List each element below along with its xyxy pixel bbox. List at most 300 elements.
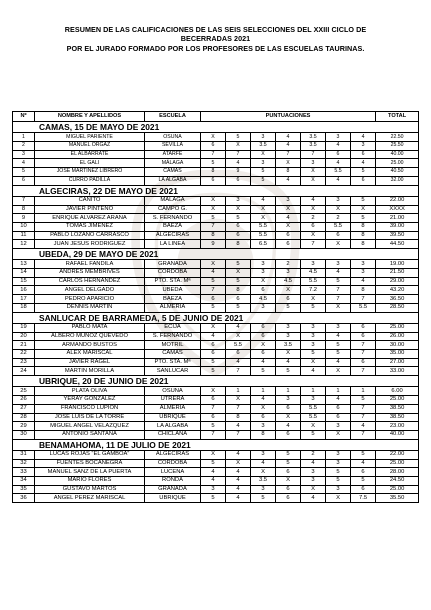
cell-score-4: 4: [276, 176, 301, 185]
cell-score-6: X: [326, 303, 351, 312]
cell-score-5: 3: [301, 323, 326, 332]
cell-score-5: 4: [301, 459, 326, 468]
cell-score-1: 8: [201, 168, 226, 177]
cell-score-4: 5: [276, 459, 301, 468]
cell-score-4: 6: [276, 240, 301, 249]
cell-name: ALBERO MUÑOZ QUEVEDO: [35, 332, 145, 341]
cell-total: 21.00: [376, 214, 419, 223]
cell-score-6: X: [326, 430, 351, 439]
cell-score-5: X: [301, 205, 326, 214]
header-scores: PUNTUACIONES: [201, 112, 376, 122]
cell-score-6: 3: [326, 133, 351, 142]
title-line-1: RESUMEN DE LAS CALIFICACIONES DE LAS SEIS SELECCIONES DEL XXIII CICLO DE: [64, 25, 367, 34]
cell-score-5: X: [301, 168, 326, 177]
cell-score-5: 3: [301, 341, 326, 350]
table-row: [13, 485, 419, 494]
cell-score-1: 8: [201, 231, 226, 240]
cell-score-1: 6: [201, 413, 226, 422]
cell-score-1: 5: [201, 214, 226, 223]
table-row: [13, 159, 419, 168]
cell-number: 32: [13, 459, 35, 468]
cell-total: 25.50: [376, 142, 419, 151]
cell-score-5: 4: [301, 196, 326, 205]
table-row: [13, 350, 419, 359]
cell-score-2: 5: [226, 133, 251, 142]
cell-score-3: 3: [251, 269, 276, 278]
cell-total: 44.50: [376, 240, 419, 249]
cell-name: ANGEL PEREZ MARISCAL: [35, 494, 145, 503]
cell-school: CAMAS: [145, 350, 201, 359]
cell-score-7: 8: [351, 222, 376, 231]
cell-score-5: 5.5: [301, 404, 326, 413]
cell-score-1: X: [201, 205, 226, 214]
cell-number: 34: [13, 477, 35, 486]
cell-score-7: 3: [351, 142, 376, 151]
cell-school: GRANADA: [145, 260, 201, 269]
cell-score-3: 3.5: [251, 477, 276, 486]
cell-score-1: 7: [201, 222, 226, 231]
cell-score-1: 6: [201, 396, 226, 405]
cell-score-5: 5: [301, 430, 326, 439]
cell-score-7: 8: [351, 286, 376, 295]
cell-score-6: 5: [326, 468, 351, 477]
table-row: [13, 468, 419, 477]
cell-score-2: 4: [226, 358, 251, 367]
table-row: [13, 341, 419, 350]
cell-number: 25: [13, 387, 35, 396]
table-row: [13, 277, 419, 286]
cell-score-3: 6: [251, 286, 276, 295]
cell-school: SEVILLA: [145, 142, 201, 151]
cell-total: 28.50: [376, 303, 419, 312]
cell-score-2: X: [226, 332, 251, 341]
cell-score-4: X: [276, 286, 301, 295]
cell-total: 28.00: [376, 468, 419, 477]
cell-score-6: 4: [326, 159, 351, 168]
cell-school: ATARFE: [145, 150, 201, 159]
cell-score-3: 3: [251, 485, 276, 494]
cell-score-7: 7: [351, 404, 376, 413]
cell-school: CAMPO G.: [145, 205, 201, 214]
cell-score-1: X: [201, 323, 226, 332]
cell-name: FUENTES BOCANEGRA: [35, 459, 145, 468]
table-row: [13, 404, 419, 413]
cell-score-4: 4: [276, 133, 301, 142]
cell-score-6: 6: [326, 404, 351, 413]
cell-score-1: 6: [201, 142, 226, 151]
cell-school: UBEDA: [145, 286, 201, 295]
cell-school: BAEZA: [145, 295, 201, 304]
cell-score-2: X: [226, 205, 251, 214]
cell-score-3: 5.5: [251, 231, 276, 240]
cell-score-6: 3: [326, 459, 351, 468]
cell-total: 38.50: [376, 404, 419, 413]
cell-school: RONDA: [145, 477, 201, 486]
cell-score-7: 7: [351, 350, 376, 359]
cell-number: 24: [13, 367, 35, 376]
header-name: NOMBRE Y APELLIDOS: [35, 112, 145, 122]
cell-score-7: 4: [351, 133, 376, 142]
cell-score-3: 3: [251, 159, 276, 168]
cell-score-3: 5: [251, 176, 276, 185]
cell-score-7: 7: [351, 413, 376, 422]
cell-score-3: X: [251, 150, 276, 159]
cell-name: EL ALBARRATE: [35, 150, 145, 159]
cell-school: MOTRIL: [145, 341, 201, 350]
cell-score-1: 4: [201, 477, 226, 486]
cell-score-6: 7: [326, 286, 351, 295]
cell-score-6: 5: [326, 477, 351, 486]
cell-score-3: 4: [251, 196, 276, 205]
cell-score-5: 5: [301, 350, 326, 359]
cell-name: JOSE LUIS DE LA TORRE: [35, 413, 145, 422]
cell-score-7: 6: [351, 176, 376, 185]
cell-score-6: 5.5: [326, 222, 351, 231]
cell-number: 2: [13, 142, 35, 151]
cell-score-1: X: [201, 133, 226, 142]
cell-number: 17: [13, 295, 35, 304]
cell-score-4: X: [276, 205, 301, 214]
cell-score-4: 6: [276, 430, 301, 439]
cell-score-5: 3: [301, 468, 326, 477]
cell-number: 4: [13, 159, 35, 168]
cell-total: 25.00: [376, 323, 419, 332]
cell-total: 24.50: [376, 477, 419, 486]
title-line-2: BECERRADAS 2021: [180, 34, 251, 44]
cell-name: PABLO LOZANO CARRASCO: [35, 231, 145, 240]
cell-name: YERAY GONZALEZ: [35, 396, 145, 405]
table-row: [13, 260, 419, 269]
cell-score-1: X: [201, 196, 226, 205]
cell-score-2: 7: [226, 367, 251, 376]
cell-score-3: 5: [251, 494, 276, 503]
cell-total: 38.50: [376, 413, 419, 422]
cell-score-1: 5: [201, 422, 226, 431]
cell-score-6: 5: [326, 350, 351, 359]
cell-name: MARIO FLORES: [35, 477, 145, 486]
cell-score-5: X: [301, 422, 326, 431]
cell-score-6: 4: [326, 396, 351, 405]
cell-number: 3: [13, 150, 35, 159]
cell-score-3: 5: [251, 367, 276, 376]
cell-number: 11: [13, 231, 35, 240]
cell-score-2: 5: [226, 303, 251, 312]
cell-score-3: 3: [251, 260, 276, 269]
cell-score-2: 8: [226, 413, 251, 422]
cell-score-7: 3: [351, 260, 376, 269]
cell-score-1: 4: [201, 468, 226, 477]
cell-total: 33.00: [376, 367, 419, 376]
cell-score-3: 3: [251, 422, 276, 431]
cell-number: 13: [13, 260, 35, 269]
cell-name: MANUEL ORGAZ: [35, 142, 145, 151]
table-row: [13, 133, 419, 142]
cell-name: JOSÉ MARTÍNEZ LIBRERO: [35, 168, 145, 177]
cell-score-3: 3: [251, 450, 276, 459]
cell-score-7: 5: [351, 168, 376, 177]
cell-score-5: 4.5: [301, 269, 326, 278]
cell-number: 27: [13, 404, 35, 413]
cell-score-7: 7: [351, 367, 376, 376]
table-row: [13, 413, 419, 422]
cell-name: CARLOS HERNANDEZ: [35, 277, 145, 286]
cell-score-4: X: [276, 477, 301, 486]
cell-number: 7: [13, 196, 35, 205]
cell-score-2: 5: [226, 214, 251, 223]
cell-score-5: 5.5: [301, 413, 326, 422]
cell-score-2: 4: [226, 450, 251, 459]
cell-name: ANDRES MEMBRIVES: [35, 269, 145, 278]
table-row: [13, 459, 419, 468]
cell-score-4: X: [276, 413, 301, 422]
table-row: [13, 387, 419, 396]
cell-score-5: 2: [301, 450, 326, 459]
cell-score-5: 6: [301, 222, 326, 231]
section-title: ALGECIRAS, 22 DE MAYO DE 2021: [13, 185, 419, 196]
cell-score-5: 3.5: [301, 142, 326, 151]
cell-score-3: X: [251, 341, 276, 350]
cell-score-4: 3: [276, 323, 301, 332]
cell-total: 35.50: [376, 494, 419, 503]
cell-score-4: X: [276, 159, 301, 168]
cell-score-6: X: [326, 240, 351, 249]
cell-score-2: 4: [226, 422, 251, 431]
cell-score-2: 1: [226, 387, 251, 396]
cell-score-5: 5: [301, 303, 326, 312]
cell-name: ARMANDO BUSTOS: [35, 341, 145, 350]
cell-score-6: 6: [326, 413, 351, 422]
cell-score-3: 3: [251, 133, 276, 142]
cell-total: 39.50: [376, 231, 419, 240]
cell-name: DENNIS MARTIN: [35, 303, 145, 312]
cell-score-2: X: [226, 269, 251, 278]
cell-score-1: 7: [201, 286, 226, 295]
cell-score-2: X: [226, 142, 251, 151]
cell-total: 39.00: [376, 222, 419, 231]
scores-table: [12, 111, 419, 503]
cell-score-5: 7.2: [301, 286, 326, 295]
cell-score-7: 7.5: [351, 494, 376, 503]
cell-number: 31: [13, 450, 35, 459]
cell-score-6: 5: [326, 341, 351, 350]
cell-score-6: 4: [326, 332, 351, 341]
cell-name: MARTIN MORILLA: [35, 367, 145, 376]
section-title: BENAMAHOMA, 11 DE JULIO DE 2021: [13, 439, 419, 450]
cell-school: ALGECIRAS: [145, 231, 201, 240]
title-line-3: POR EL JURADO FORMADO POR LOS PROFESORES DE LAS ESCUELAS TAURINAS.: [66, 43, 365, 53]
cell-score-7: 7: [351, 430, 376, 439]
cell-score-7: 4: [351, 277, 376, 286]
cell-score-4: 7: [276, 150, 301, 159]
cell-school: ECIJA: [145, 323, 201, 332]
cell-score-4: 3: [276, 332, 301, 341]
cell-score-4: 6: [276, 231, 301, 240]
cell-score-7: 8: [351, 240, 376, 249]
cell-score-5: X: [301, 485, 326, 494]
cell-number: 18: [13, 303, 35, 312]
table-row: [13, 168, 419, 177]
cell-total: 19.00: [376, 260, 419, 269]
cell-number: 21: [13, 341, 35, 350]
cell-score-3: 6.5: [251, 240, 276, 249]
cell-score-1: 5: [201, 303, 226, 312]
cell-score-5: 3: [301, 477, 326, 486]
cell-score-5: 7: [301, 150, 326, 159]
cell-school: PTO. STA. Mª: [145, 277, 201, 286]
cell-score-1: 4: [201, 269, 226, 278]
cell-score-2: 4: [226, 159, 251, 168]
cell-total: 25.00: [376, 459, 419, 468]
header-total: TOTAL: [376, 112, 419, 122]
cell-score-7: 6: [351, 150, 376, 159]
cell-number: 36: [13, 494, 35, 503]
cell-score-5: 3: [301, 332, 326, 341]
cell-score-6: 1: [326, 387, 351, 396]
cell-score-3: X: [251, 277, 276, 286]
cell-score-5: 3: [301, 260, 326, 269]
cell-score-7: 6: [351, 332, 376, 341]
cell-score-3: X: [251, 404, 276, 413]
cell-total: 21.50: [376, 269, 419, 278]
cell-total: 23.00: [376, 422, 419, 431]
cell-number: 9: [13, 214, 35, 223]
cell-name: FRANCISCO LUPION: [35, 404, 145, 413]
cell-score-4: 3: [276, 196, 301, 205]
section-title: SANLUCAR DE BARRAMEDA, 5 DE JUNIO DE 2021: [13, 312, 419, 323]
cell-score-3: X: [251, 205, 276, 214]
cell-score-6: 3: [326, 422, 351, 431]
table-row: [13, 358, 419, 367]
cell-name: GUSTAVO MARTOS: [35, 485, 145, 494]
cell-number: 12: [13, 240, 35, 249]
cell-score-2: 6: [226, 350, 251, 359]
cell-score-3: 4: [251, 459, 276, 468]
cell-score-4: 3: [276, 269, 301, 278]
table-row: [13, 142, 419, 151]
cell-score-6: 4: [326, 142, 351, 151]
cell-score-3: X: [251, 214, 276, 223]
cell-total: 40.50: [376, 168, 419, 177]
cell-number: 15: [13, 277, 35, 286]
cell-number: 22: [13, 350, 35, 359]
cell-score-3: 1: [251, 387, 276, 396]
cell-score-3: 6: [251, 350, 276, 359]
cell-total: 25.00: [376, 396, 419, 405]
cell-score-1: 5: [201, 358, 226, 367]
cell-score-4: 3: [276, 396, 301, 405]
cell-score-7: 4: [351, 422, 376, 431]
cell-score-6: 3: [326, 260, 351, 269]
cell-name: PEDRO APARICIO: [35, 295, 145, 304]
cell-score-2: 5.5: [226, 341, 251, 350]
cell-total: 25.00: [376, 485, 419, 494]
cell-score-1: X: [201, 260, 226, 269]
cell-score-3: 4.5: [251, 295, 276, 304]
cell-score-6: 4: [326, 269, 351, 278]
cell-number: 5: [13, 168, 35, 177]
cell-score-6: 3: [326, 450, 351, 459]
cell-score-7: 7: [351, 295, 376, 304]
cell-number: 6: [13, 176, 35, 185]
cell-total: 43.20: [376, 286, 419, 295]
cell-score-3: 4: [251, 396, 276, 405]
cell-score-1: 5: [201, 459, 226, 468]
cell-school: SANLUCAR: [145, 367, 201, 376]
table-row: [13, 295, 419, 304]
cell-score-2: 8: [226, 240, 251, 249]
cell-school: BAEZA: [145, 222, 201, 231]
cell-score-7: 5: [351, 450, 376, 459]
cell-score-6: 4: [326, 358, 351, 367]
cell-score-1: 5: [201, 367, 226, 376]
cell-name: JAVIER PINTEÑO: [35, 205, 145, 214]
table-row: [13, 214, 419, 223]
cell-score-3: 5: [251, 168, 276, 177]
cell-score-1: 7: [201, 430, 226, 439]
table-row: [13, 422, 419, 431]
cell-name: MIGUEL ANGEL VELAZQUEZ: [35, 422, 145, 431]
cell-total: 36.50: [376, 295, 419, 304]
cell-school: CAMAS: [145, 168, 201, 177]
cell-score-1: 5: [201, 494, 226, 503]
document-title: [0, 25, 431, 53]
cell-score-3: 6: [251, 332, 276, 341]
cell-total: 29.00: [376, 277, 419, 286]
cell-score-7: 4: [351, 159, 376, 168]
cell-score-4: 6: [276, 404, 301, 413]
cell-score-5: X: [301, 231, 326, 240]
table-row: [13, 176, 419, 185]
cell-score-6: X: [326, 494, 351, 503]
cell-score-4: 4: [276, 214, 301, 223]
cell-score-1: 7: [201, 150, 226, 159]
cell-score-2: 6: [226, 176, 251, 185]
table-row: [13, 205, 419, 214]
cell-score-3: 3: [251, 303, 276, 312]
cell-score-6: 3: [326, 485, 351, 494]
cell-score-7: 6: [351, 468, 376, 477]
cell-score-1: X: [201, 387, 226, 396]
cell-total: 22.00: [376, 196, 419, 205]
table-row: [13, 150, 419, 159]
cell-school: ALGECIRAS: [145, 450, 201, 459]
cell-score-4: 6: [276, 468, 301, 477]
table-row: [13, 396, 419, 405]
cell-number: 29: [13, 422, 35, 431]
table-row: [13, 222, 419, 231]
cell-number: 30: [13, 430, 35, 439]
cell-score-3: 3.5: [251, 142, 276, 151]
cell-score-2: 5: [226, 260, 251, 269]
cell-score-6: 2: [326, 214, 351, 223]
cell-score-7: 5: [351, 396, 376, 405]
table-row: [13, 494, 419, 503]
cell-total: 26.00: [376, 332, 419, 341]
cell-score-1: 6: [201, 295, 226, 304]
cell-score-1: 4: [201, 332, 226, 341]
cell-name: CANITO: [35, 196, 145, 205]
cell-score-5: 7: [301, 240, 326, 249]
cell-score-4: 5: [276, 450, 301, 459]
cell-score-7: 5: [351, 214, 376, 223]
cell-score-6: 3: [326, 196, 351, 205]
cell-score-2: X: [226, 459, 251, 468]
cell-score-7: 5.5: [351, 303, 376, 312]
cell-score-1: 6: [201, 350, 226, 359]
cell-score-4: X: [276, 222, 301, 231]
cell-name: PABLO MATA: [35, 323, 145, 332]
cell-school: S. FERNANDO: [145, 214, 201, 223]
